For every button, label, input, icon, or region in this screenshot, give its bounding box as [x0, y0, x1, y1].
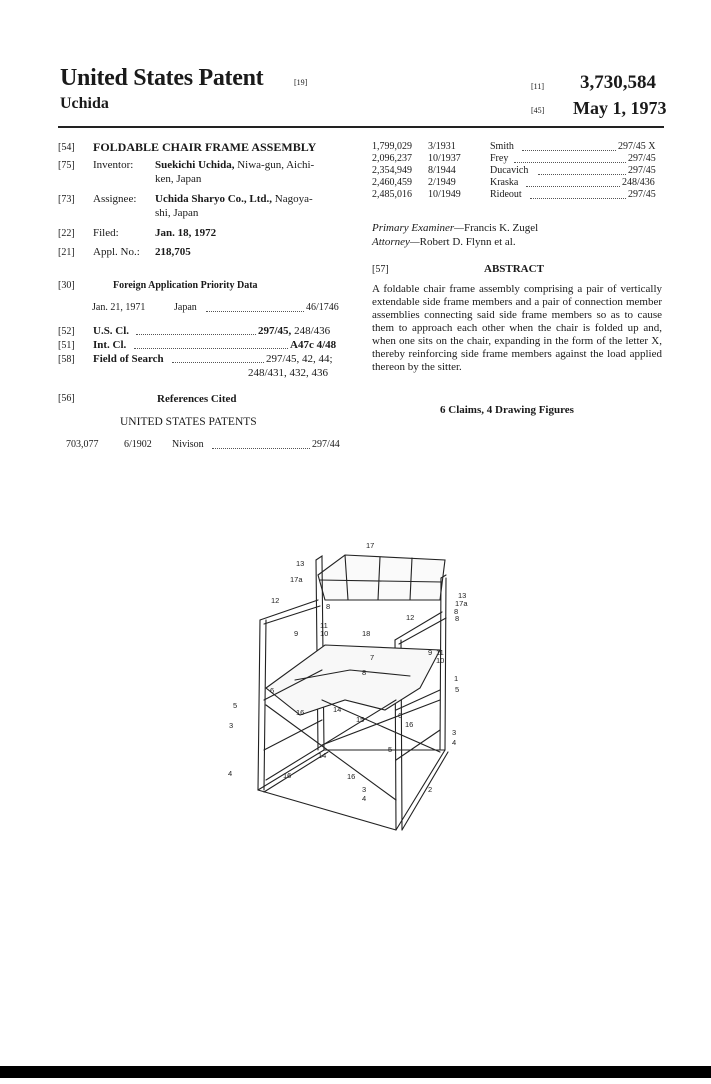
ref-class: 297/45 [628, 153, 656, 164]
assignee-label: Assignee: [93, 193, 137, 205]
drawing-label: 4 [362, 794, 367, 803]
search-code: [58] [58, 354, 75, 365]
ref-name: Rideout [490, 189, 522, 200]
drawing-label: 8 [362, 668, 367, 677]
ref-name: Kraska [490, 177, 519, 188]
page-bottom-bar [0, 1066, 711, 1078]
drawing-label: 18 [362, 629, 371, 638]
ref-name: Smith [490, 141, 514, 152]
drawing-label: 4 [452, 738, 457, 747]
priority-date: Jan. 21, 1971 [92, 302, 146, 313]
references-code: [56] [58, 393, 75, 404]
drawing-label: 3 [452, 728, 457, 737]
search-label: Field of Search [93, 353, 164, 365]
drawing-label: 10 [436, 656, 445, 665]
filed-code: [22] [58, 228, 75, 239]
appl-no-value: 218,705 [155, 246, 191, 258]
drawing-label: 13 [458, 591, 467, 600]
drawing-label: 17a [455, 599, 468, 608]
ref-number: 2,354,949 [372, 165, 412, 176]
drawing-label: 4 [228, 769, 233, 778]
appl-no-label: Appl. No.: [93, 246, 140, 258]
inventor-line2: ken, Japan [155, 173, 202, 185]
inventor-surname: Uchida [60, 95, 109, 112]
ref-class: 248/436 [622, 177, 655, 188]
drawing-label: 14 [318, 751, 327, 760]
int-cl-code: [51] [58, 340, 75, 351]
drawing-label: 14 [333, 705, 342, 714]
drawing-label: 11 [436, 648, 444, 657]
drawing-label: 16 [283, 771, 292, 780]
references-heading: References Cited [157, 393, 237, 405]
ref-class: 297/45 [628, 165, 656, 176]
ref-number: 2,096,237 [372, 153, 412, 164]
ref-date: 8/1944 [428, 165, 456, 176]
invention-title: FOLDABLE CHAIR FRAME ASSEMBLY [93, 140, 317, 154]
drawing-label: 8 [454, 607, 459, 616]
ref-date: 3/1931 [428, 141, 456, 152]
abstract-code: [57] [372, 264, 389, 275]
patent-office-title: United States Patent [60, 65, 264, 91]
int-cl-value: A47c 4/48 [290, 339, 337, 351]
ref-left-date: 6/1902 [124, 439, 152, 450]
priority-heading: Foreign Application Priority Data [113, 280, 258, 291]
filed-date: Jan. 18, 1972 [155, 227, 217, 239]
inventor-line1: Suekichi Uchida, Niwa-gun, Aichi- [155, 159, 315, 171]
claims-summary: 6 Claims, 4 Drawing Figures [440, 404, 574, 416]
appl-no-code: [21] [58, 247, 75, 258]
ref-class: 297/45 X [618, 141, 656, 152]
drawing-label: 7 [370, 653, 375, 662]
drawing-label: 12 [271, 596, 280, 605]
attorney: Attorney—Robert D. Flynn et al. [372, 236, 516, 248]
primary-examiner: Primary Examiner—Francis K. Zugel [372, 222, 539, 234]
drawing-label: 5 [455, 685, 460, 694]
inventor-code: [75] [58, 160, 75, 171]
priority-number: 46/1746 [306, 302, 339, 313]
drawing-label: 1 [454, 674, 459, 683]
filed-label: Filed: [93, 227, 119, 239]
ref-date: 10/1937 [428, 153, 461, 164]
patent-number-code: [11] [531, 82, 545, 91]
drawing-label: 9 [428, 648, 433, 657]
ref-number: 2,460,459 [372, 177, 412, 188]
drawing-label: 8 [455, 614, 460, 623]
drawing-label: 9 [294, 629, 299, 638]
patent-number: 3,730,584 [580, 72, 656, 93]
drawing-label: 16 [347, 772, 356, 781]
issue-date: May 1, 1973 [573, 98, 667, 118]
priority-code: [30] [58, 280, 75, 291]
drawing-label: 15 [356, 715, 365, 724]
drawing-label: 16 [405, 720, 414, 729]
drawing-label: 5 [388, 745, 393, 754]
ref-date: 2/1949 [428, 177, 456, 188]
ref-name: Ducavich [490, 165, 529, 176]
drawing-label: 5 [233, 701, 238, 710]
abstract-body: A foldable chair frame assembly comprising a pair of vertically extendable side frame members and a pair of connection member assemblies connecting said side frame members so as to cause them to approach each other when the chair is folded up and, when one sits on the chair, expanding in the form of the letter X, thereby reinforcing side frame members against the load applied thereon by the sitter. [372, 283, 662, 373]
ref-number: 2,485,016 [372, 189, 412, 200]
inventor-label: Inventor: [93, 159, 134, 171]
drawing-label: 16 [296, 708, 305, 717]
search-line1: 297/45, 42, 44; [266, 353, 333, 365]
drawing-label: 11 [320, 621, 328, 630]
int-cl-label: Int. Cl. [93, 339, 127, 351]
search-line2: 248/431, 432, 436 [248, 367, 329, 379]
drawing-label: 17a [290, 575, 303, 584]
us-cl-code: [52] [58, 326, 75, 337]
priority-country: Japan [174, 302, 197, 313]
ref-left-number: 703,077 [66, 439, 99, 450]
ref-date: 10/1949 [428, 189, 461, 200]
title-field-code: [54] [58, 142, 75, 153]
drawing-label: 2 [428, 785, 433, 794]
ref-number: 1,799,029 [372, 141, 412, 152]
drawing-label: 8 [326, 602, 331, 611]
ref-class: 297/45 [628, 189, 656, 200]
drawing-label: 12 [406, 613, 415, 622]
title-code: [19] [294, 78, 308, 87]
drawing-label: 3 [362, 785, 367, 794]
issue-date-code: [45] [531, 106, 545, 115]
ref-name: Frey [490, 153, 509, 164]
drawing-label: 10 [320, 629, 329, 638]
drawing-label: 3 [229, 721, 234, 730]
references-subheading: UNITED STATES PATENTS [120, 416, 257, 428]
assignee-line2: shi, Japan [155, 207, 199, 219]
assignee-code: [73] [58, 194, 75, 205]
drawing-label: 13 [296, 559, 305, 568]
abstract-heading: ABSTRACT [484, 263, 544, 275]
ref-left-name: Nivison [172, 439, 204, 450]
us-cl-label: U.S. Cl. [93, 325, 130, 337]
drawing-label: 6 [270, 686, 275, 695]
ref-left-class: 297/44 [312, 439, 340, 450]
drawing-label: 17 [366, 541, 375, 550]
drawing-label: 6 [398, 711, 403, 720]
assignee-line1: Uchida Sharyo Co., Ltd., Nagoya- [155, 193, 313, 205]
us-cl-value: 297/45, 248/436 [258, 325, 331, 337]
